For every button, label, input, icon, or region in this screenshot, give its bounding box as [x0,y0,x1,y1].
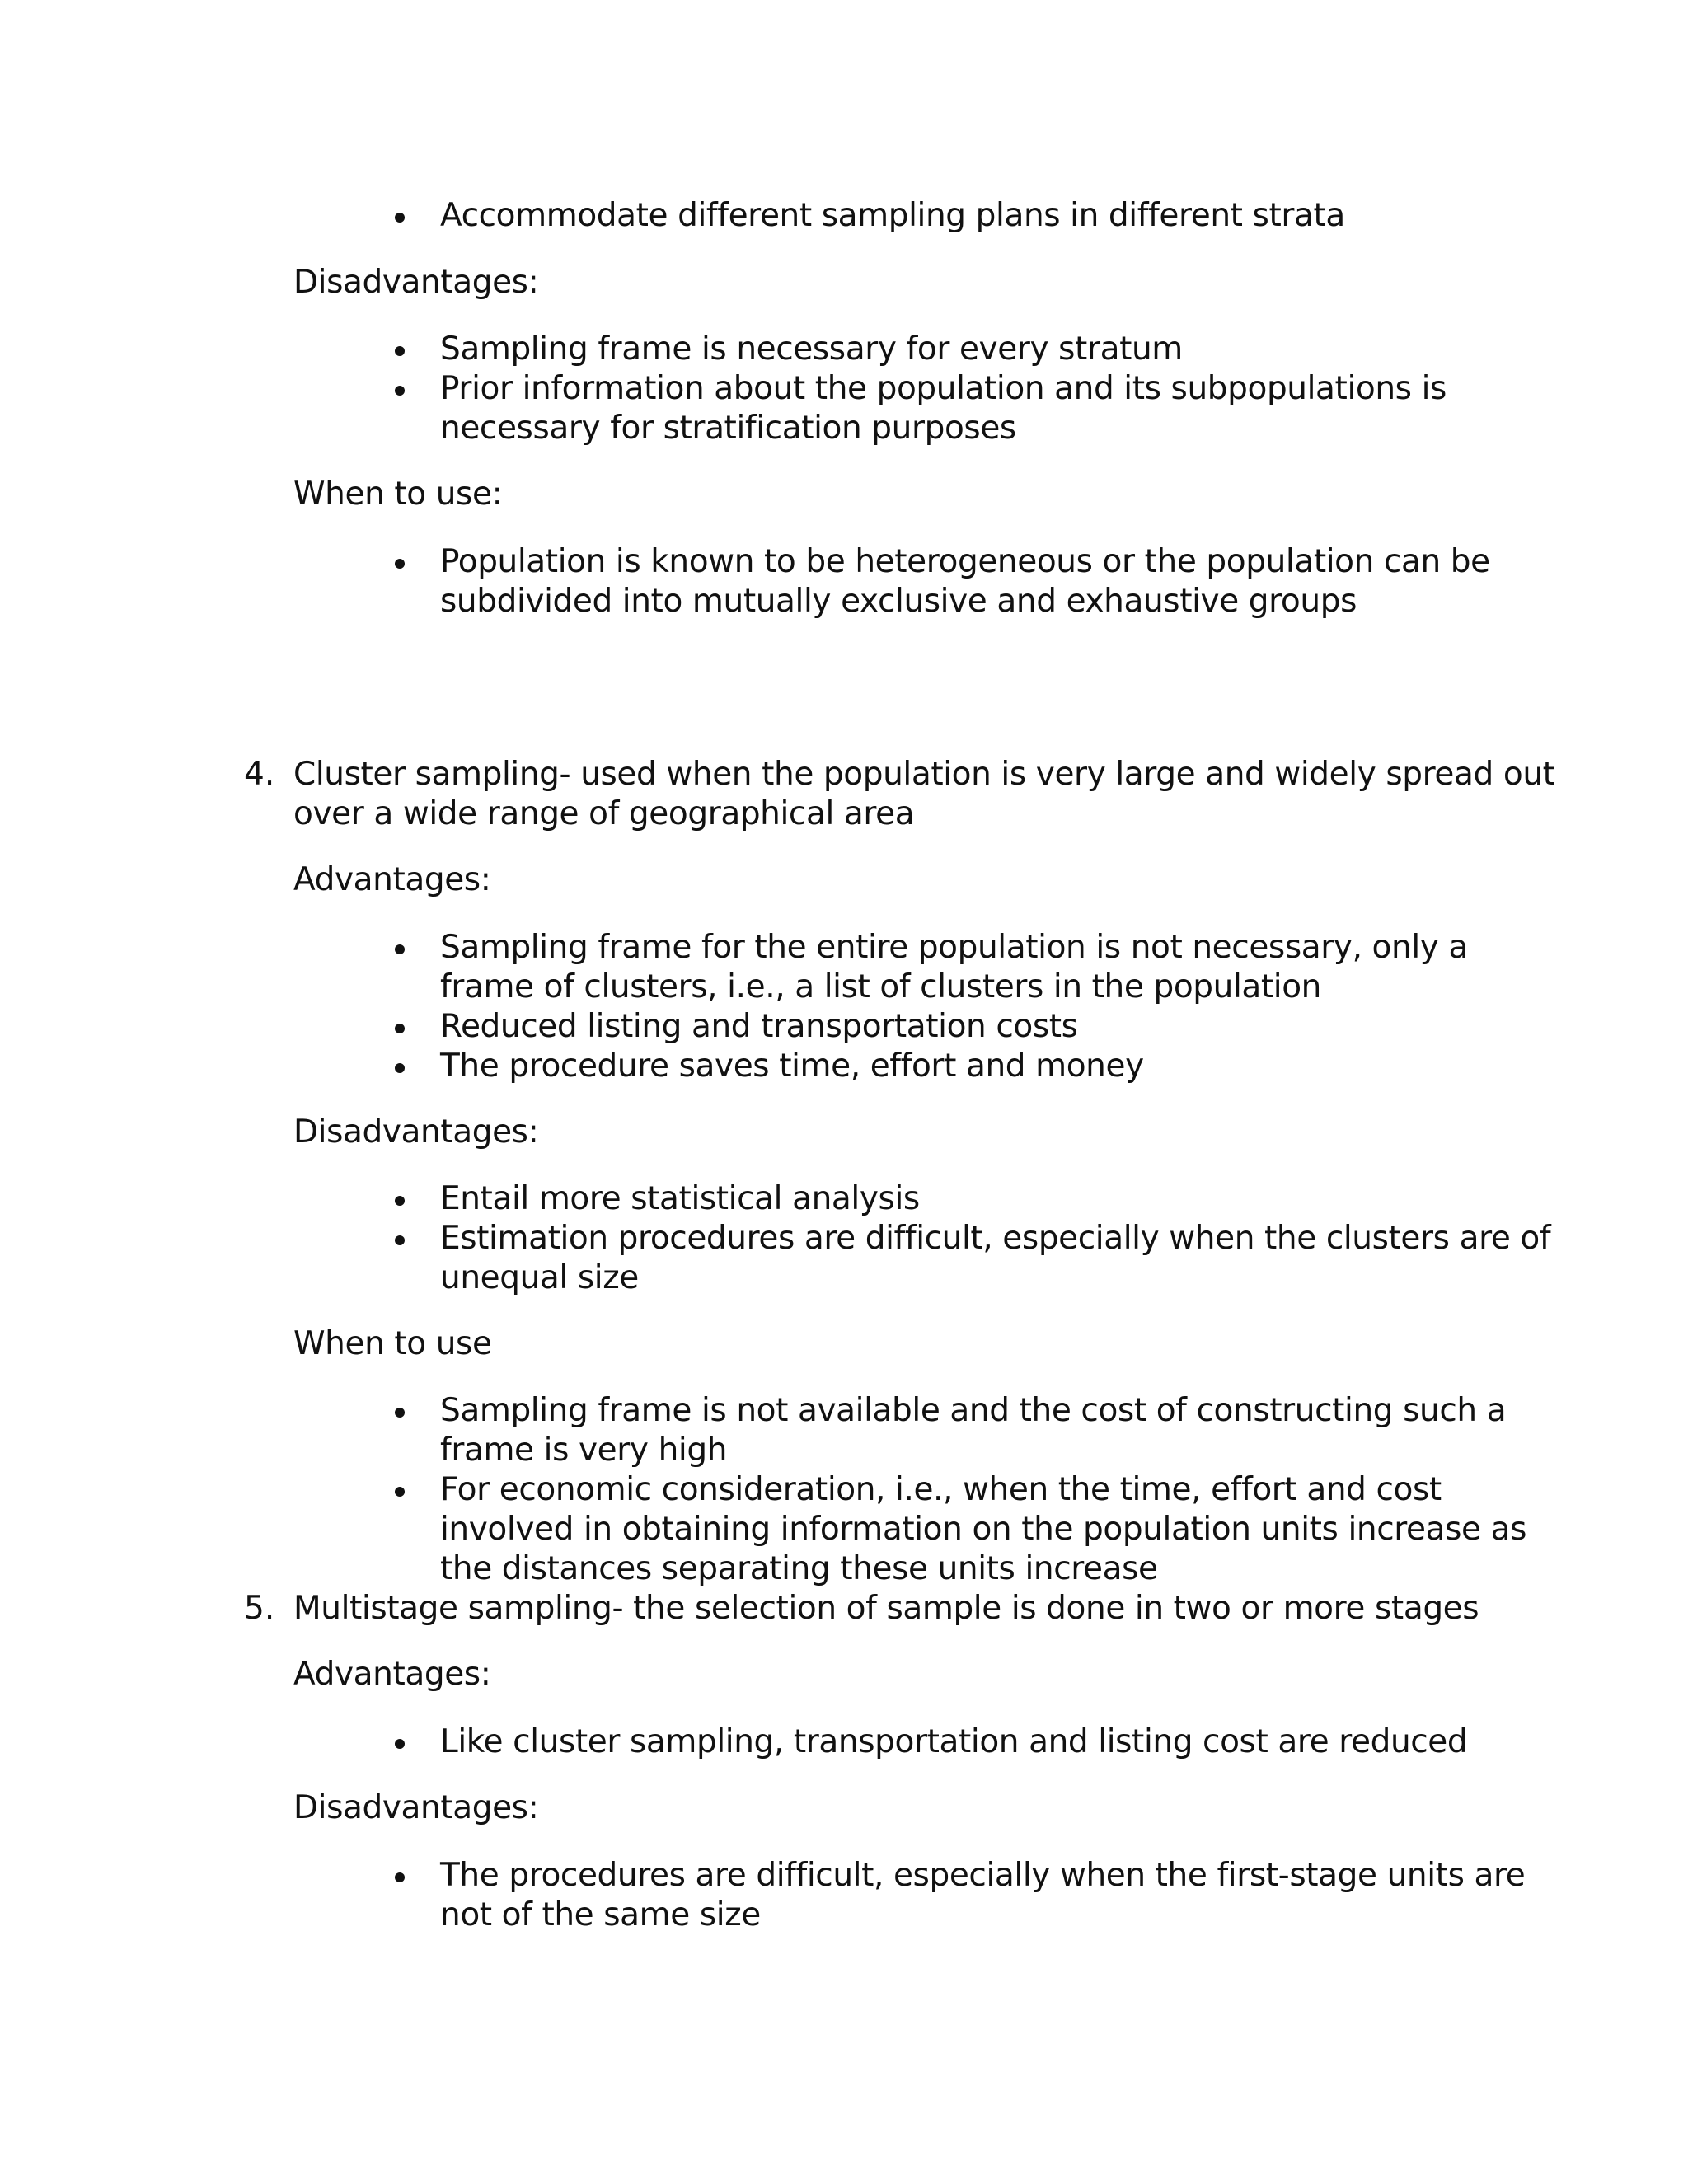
list-item: The procedure saves time, effort and money [440,1047,1144,1085]
bullet-icon [395,213,405,223]
section-title-continuation: over a wide range of geographical area [293,795,915,832]
bullet-icon [395,1024,405,1033]
list-item-continuation: not of the same size [440,1896,761,1933]
bullet-icon [395,386,405,396]
bullet-icon [395,1063,405,1073]
list-item-continuation: unequal size [440,1259,639,1296]
disadvantages-heading: Disadvantages: [293,1113,539,1151]
bullet-icon [395,559,405,569]
list-item: For economic consideration, i.e., when the time, effort and cost [440,1471,1442,1508]
bullet-icon [395,1872,405,1882]
list-item: Prior information about the population and its subpopulations is [440,370,1447,407]
advantages-heading: Advantages: [293,861,491,898]
list-item-continuation: necessary for stratification purposes [440,410,1016,447]
when-to-use-heading: When to use: [293,476,503,513]
bullet-icon [395,944,405,954]
list-item-continuation: subdivided into mutually exclusive and exhaustive groups [440,583,1357,620]
section-title: Multistage sampling- the selection of sample is done in two or more stages [293,1590,1479,1627]
list-item-continuation: frame of clusters, i.e., a list of clusters in the population [440,968,1321,1005]
bullet-icon [395,346,405,356]
list-item: Sampling frame is necessary for every stratum [440,330,1183,368]
bullet-icon [395,1739,405,1749]
list-item: Sampling frame for the entire population is not necessary, only a [440,929,1468,966]
list-item: Accommodate different sampling plans in different strata [440,197,1345,234]
list-item: Population is known to be heterogeneous or the population can be [440,543,1490,580]
section-number: 5. [244,1590,275,1627]
section-title: Cluster sampling- used when the population is very large and widely spread out [293,756,1555,793]
when-to-use-heading: When to use [293,1325,492,1362]
list-item: Entail more statistical analysis [440,1180,920,1217]
bullet-icon [395,1235,405,1245]
bullet-icon [395,1196,405,1206]
disadvantages-heading: Disadvantages: [293,264,539,301]
list-item: Like cluster sampling, transportation and listing cost are reduced [440,1723,1468,1760]
list-item-continuation: the distances separating these units increase [440,1550,1158,1587]
bullet-icon [395,1408,405,1418]
disadvantages-heading: Disadvantages: [293,1789,539,1826]
advantages-heading: Advantages: [293,1656,491,1693]
list-item: Reduced listing and transportation costs [440,1008,1078,1045]
list-item: The procedures are difficult, especially when the first-stage units are [440,1857,1526,1894]
list-item: Estimation procedures are difficult, especially when the clusters are of [440,1220,1551,1257]
list-item: Sampling frame is not available and the cost of constructing such a [440,1392,1507,1429]
section-number: 4. [244,756,275,793]
bullet-icon [395,1487,405,1497]
list-item-continuation: involved in obtaining information on the population units increase as [440,1511,1527,1548]
list-item-continuation: frame is very high [440,1432,728,1469]
